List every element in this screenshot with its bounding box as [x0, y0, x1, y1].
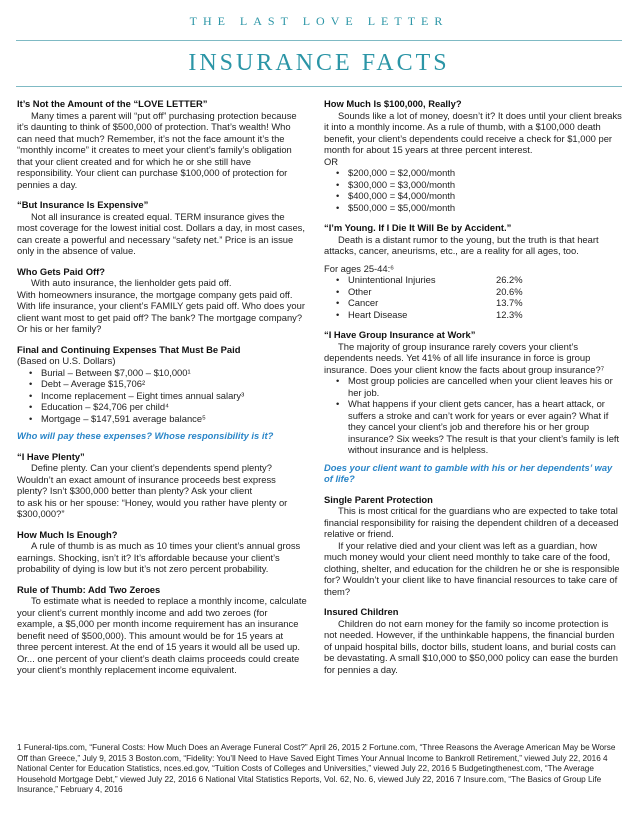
left-column	[17, 98, 307, 685]
section-paragraph: A rule of thumb is as much as 10 times your client’s annual gross earnings. Shocking, isn’t it? It’s affordable because your client’s probability of dying is low but it’s not zero percent probability.	[17, 540, 301, 574]
section-paragraph: To estimate what is needed to replace a monthly income, calculate your client’s current monthly income and add two zeroes (for example, a $5,000 per month income requirement has an insurance benefit need of $500,000). This amount would be for 15 years at three percent interest. At the end of 15 years it would all be used up. Or... one percent of your client’s death claims proceeds could create your client’s monthly replacement income equivalent.	[17, 595, 307, 675]
section-two-zeroes	[17, 584, 307, 676]
divider-top	[16, 40, 622, 41]
section-paid-off	[17, 266, 307, 335]
benefit-list	[324, 167, 622, 213]
section-heading: “But Insurance Is Expensive”	[17, 199, 149, 210]
callout-question: Does your client want to gamble with his or her dependents’ way of life?	[324, 461, 613, 484]
divider-bottom	[16, 86, 622, 87]
stat-label: • Cancer	[348, 297, 379, 308]
section-paragraph: This is most critical for the guardians who are expected to take total financial responsibility for raising the dependent children of a deceased relative or friend.	[324, 505, 619, 539]
list-item: • What happens if your client gets cancer, has a heart attack, or suffers a stroke and can’t work for years or ever again? What if they cancel your client’s job and therefore his or her group insurance? Six weeks? The result is that your client’s family is left without insurance and is helpless.	[348, 398, 622, 456]
list-item: • $500,000 = $5,000/month	[348, 202, 622, 214]
section-paragraph: The majority of group insurance rarely covers your client’s dependents needs. Yet 41% of all life insurance in force is group insurance. Does your client know the facts about group insurance?⁷	[324, 340, 605, 375]
list-item: • Income replacement – Eight times annual salary³	[41, 390, 307, 402]
group-facts-list	[324, 375, 622, 456]
ages-label: For ages 25-44:⁶	[324, 262, 395, 274]
list-item	[348, 274, 622, 286]
list-item: • $200,000 = $2,000/month	[348, 167, 622, 179]
section-paragraph: With homeowners insurance, the mortgage company gets paid off. With life insurance, your client’s FAMILY gets paid off. Who does your client want most to get paid off? The bank? The mortgage company? Or his or her family?	[17, 288, 305, 334]
series-title: THE LAST LOVE LETTER	[189, 14, 449, 28]
section-100k	[324, 98, 622, 213]
list-item	[348, 297, 622, 309]
stat-value: 20.6%	[496, 285, 523, 297]
stat-label: • Heart Disease	[348, 308, 408, 320]
section-paragraph: Death is a distant rumor to the young, but the truth is that heart attacks, cancer, aneurisms, etc., are a reality for all ages, too.	[324, 233, 599, 256]
section-group-insurance	[324, 329, 622, 485]
page-title: INSURANCE FACTS	[188, 50, 450, 76]
section-expenses	[17, 344, 307, 442]
section-heading: It’s Not the Amount of the “LOVE LETTER”	[17, 98, 208, 109]
section-young	[324, 222, 622, 320]
section-heading: Single Parent Protection	[324, 493, 433, 505]
section-heading: Final and Continuing Expenses That Must Be Paid	[17, 343, 241, 355]
section-subheading: (Based on U.S. Dollars)	[17, 355, 116, 366]
section-heading: Insured Children	[324, 606, 399, 617]
section-heading: “I’m Young. If I Die It Will Be by Accident.”	[324, 222, 512, 233]
section-love-letter	[17, 98, 307, 190]
cause-of-death-list	[324, 274, 622, 320]
section-single-parent	[324, 494, 622, 598]
list-item	[348, 286, 622, 298]
list-item: • $300,000 = $3,000/month	[348, 179, 622, 191]
stat-label: • Unintentional Injuries	[348, 274, 436, 285]
stat-value: 12.3%	[496, 308, 523, 320]
expense-list	[17, 367, 307, 425]
list-item: • Mortgage – $147,591 average balance⁵	[41, 413, 307, 425]
section-paragraph: Define plenty. Can your client’s dependents spend plenty? Wouldn’t an exact amount of insurance proceeds best express plenty? Isn’t $300,000 better than plenty? Ask your client	[17, 462, 276, 496]
section-paragraph: to ask his or her spouse: “Honey, would you rather have plenty or $300,000?”	[17, 496, 288, 519]
callout-question: Who will pay these expenses? Whose responsibility is it?	[17, 430, 274, 441]
section-enough	[17, 529, 307, 575]
stat-value: 26.2%	[496, 274, 523, 285]
footnotes: 1 Funeral-tips.com, “Funeral Costs: How Much Does an Average Funeral Cost?” April 26, 2015 2 Fortune.com, “Three Reasons the Average American May be Worse Off than Greece,” July 9, 2015 3 Boston.com, “Fidelity: You’ll Need to Have Saved Eight Times Your Annual Income to Bankroll Retirement,” viewed July 22, 2016 4 National Center for Education Statistics, nces.ed.gov, “Tuition Costs of Colleges and Universities,” viewed July 22, 2016 5 Budgetingthenest.com, “The Average Household Mortgage Debt,” viewed July 22, 2016 6 National Vital Statistics Reports, Vol. 62, No. 6, viewed July 22, 2016 7 Insure.com, “The Basics of Group Life Insurance,” February 4, 2016	[17, 743, 616, 795]
section-paragraph: Many times a parent will “put off” purchasing protection because it’s daunting to think of $500,000 of protection. That’s wealth! Who can need that much? Remember, it’s not the face amount it’s the “monthly income” it creates to meet your client’s family’s obligation that your client created and for which he or she still have responsibility. Your client can purchase $100,000 of protection for pennies a day.	[17, 109, 297, 190]
section-heading: Rule of Thumb: Add Two Zeroes	[17, 583, 161, 595]
section-paragraph: If your relative died and your client was left as a guardian, how much money would your client need monthly to take care of the food, clothing, shelter, and education for the children he or she is responsible for? Wouldn’t your client like to have financial resources to take care of them?	[324, 539, 620, 597]
list-item: • $400,000 = $4,000/month	[348, 190, 622, 202]
section-paragraph: Children do not earn money for the family so income protection is not needed. However, if the unthinkable happens, the financial burden of unpaid hospital bills, doctor bills, student loans, and burial costs can be devastating. A small $10,000 to $50,000 policy can ease the burden for pennies a day.	[324, 617, 618, 675]
or-label: OR	[324, 155, 339, 167]
stat-label: • Other	[348, 285, 372, 297]
section-heading: “I Have Plenty”	[17, 450, 85, 462]
list-item: • Debt – Average $15,706²	[41, 378, 307, 390]
list-item: • Education – $24,706 per child⁴	[41, 401, 307, 413]
stat-value: 13.7%	[496, 297, 523, 308]
list-item	[348, 309, 622, 321]
section-paragraph: Sounds like a lot of money, doesn’t it? It does until your client breaks it into a monthly income. As a rule of thumb, with a $100,000 death benefit, your client’s dependents could receive a check for $1,000 per month for about 15 years at three percent interest.	[324, 109, 622, 155]
section-paragraph: With auto insurance, the lienholder gets paid off.	[31, 277, 232, 288]
section-plenty	[17, 451, 307, 520]
section-heading: “I Have Group Insurance at Work”	[324, 329, 476, 340]
section-heading: How Much Is Enough?	[17, 528, 118, 540]
section-paragraph: Not all insurance is created equal. TERM insurance gives the most coverage for the lowest initial cost. Dollars a day, in most cases, can create a powerful and necessary “safety net.” Price is an issue only in the absence of value.	[17, 210, 305, 256]
section-expensive	[17, 199, 307, 257]
list-item: • Most group policies are cancelled when your client leaves his or her job.	[348, 375, 622, 398]
list-item: • Burial – Between $7,000 – $10,000¹	[41, 367, 307, 379]
section-heading: Who Gets Paid Off?	[17, 265, 106, 277]
section-insured-children	[324, 606, 622, 675]
section-heading: How Much Is $100,000, Really?	[324, 98, 462, 109]
right-column	[324, 98, 622, 684]
